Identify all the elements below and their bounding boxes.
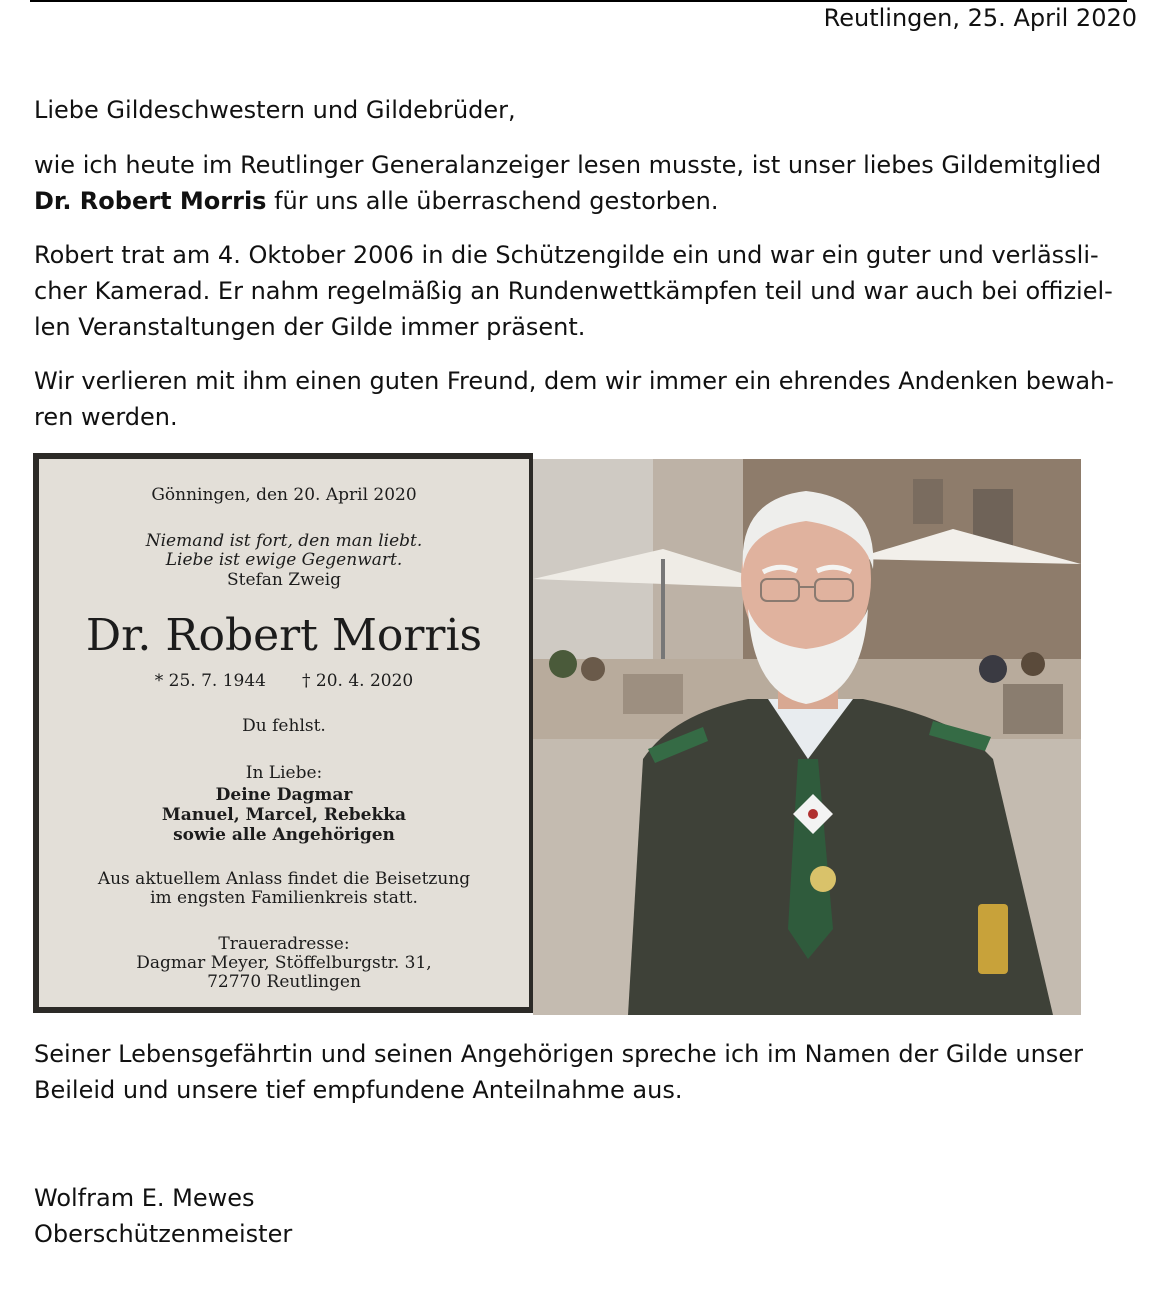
obituary-notice: [33, 453, 533, 1013]
paragraph-remembrance: [34, 363, 1129, 435]
salutation-text: Liebe Gildeschwestern und Gildebrüder,: [34, 96, 516, 124]
paragraph-line: Wir verlieren mit ihm einen guten Freund, dem wir immer ein ehrendes Andenken bewah-: [34, 367, 1114, 395]
notice-burial-line: im engsten Familienkreis statt.: [150, 888, 418, 908]
notice-place-date: Gönningen, den 20. April 2020: [151, 485, 417, 505]
deceased-name: Dr. Robert Morris: [34, 187, 267, 215]
paragraph-line: cher Kamerad. Er nahm regelmäßig an Rundenwettkämpfen teil und war auch bei offiziel-: [34, 277, 1113, 305]
salutation: [34, 92, 1129, 128]
signature-title: Oberschützenmeister: [34, 1220, 293, 1248]
paragraph-announcement: [34, 147, 1129, 219]
paragraph-line: [34, 183, 1129, 219]
portrait-photo: [533, 459, 1081, 1015]
notice-burial-line: Aus aktuellem Anlass findet die Beisetzung: [97, 869, 471, 889]
notice-quote-line: Niemand ist fort, den man liebt.: [145, 531, 423, 551]
paragraph-line: ren werden.: [34, 403, 178, 431]
notice-quote-line: Liebe ist ewige Gegenwart.: [165, 550, 403, 570]
notice-death-date: † 20. 4. 2020: [302, 671, 414, 691]
paragraph-line: len Veranstaltungen der Gilde immer präsent.: [34, 313, 586, 341]
notice-address-label: Traueradresse:: [218, 934, 350, 954]
paragraph-membership: [34, 237, 1129, 345]
paragraph-line: Seiner Lebensgefährtin und seinen Angehörigen spreche ich im Namen der Gilde unser: [34, 1040, 1083, 1068]
paragraph-line: Robert trat am 4. Oktober 2006 in die Schützengilde ein und war ein guter und verlässli-: [34, 241, 1099, 269]
notice-relative: Deine Dagmar: [215, 785, 353, 805]
paragraph-condolence: [34, 1036, 1129, 1108]
signature-name: Wolfram E. Mewes: [34, 1184, 255, 1212]
notice-birth-date: * 25. 7. 1944: [154, 671, 266, 691]
notice-relative: sowie alle Angehörigen: [173, 825, 395, 845]
notice-life-dates: [39, 671, 529, 691]
top-divider: [30, 0, 1127, 2]
paragraph-line: Beileid und unsere tief empfundene Anteilnahme aus.: [34, 1076, 683, 1104]
notice-relative: Manuel, Marcel, Rebekka: [161, 805, 407, 825]
notice-quote-author: Stefan Zweig: [226, 570, 342, 590]
notice-address-line: Dagmar Meyer, Stöffelburgstr. 31,: [136, 953, 432, 973]
date-line: Reutlingen, 25. April 2020: [823, 4, 1137, 32]
paragraph-text: für uns alle überraschend gestorben.: [266, 187, 719, 215]
notice-deceased-name: Dr. Robert Morris: [85, 610, 483, 661]
notice-address-line: 72770 Reutlingen: [207, 972, 361, 992]
paragraph-line: wie ich heute im Reutlinger Generalanzeiger lesen musste, ist unser liebes Gildemitglied: [34, 151, 1102, 179]
notice-in-love: In Liebe:: [245, 763, 323, 783]
notice-missed: Du fehlst.: [242, 716, 326, 736]
